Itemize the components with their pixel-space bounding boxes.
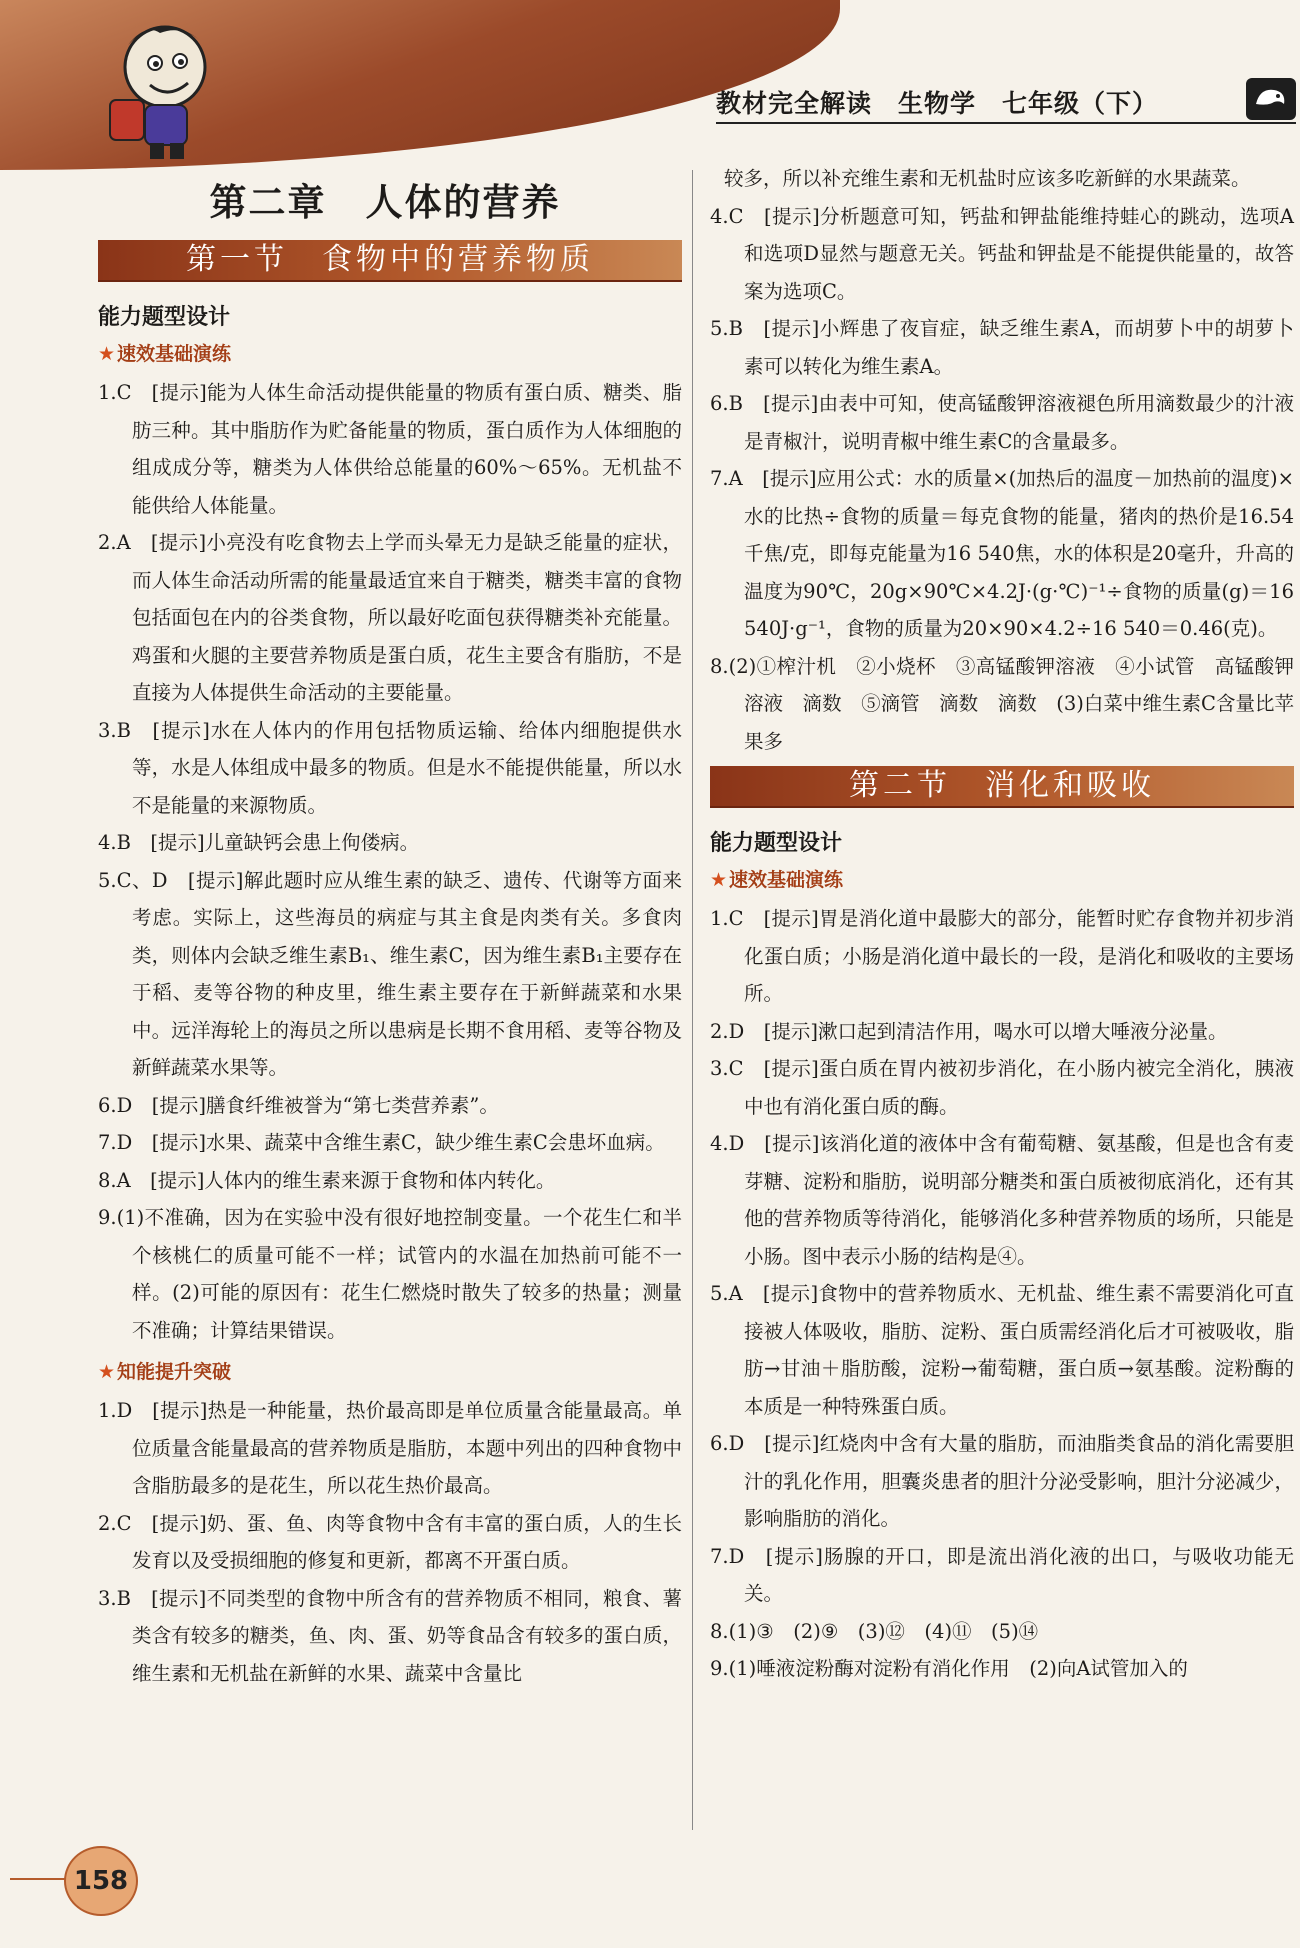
answer-item: 2.D [提示]漱口起到清洁作用，喝水可以增大唾液分泌量。 <box>710 1019 1228 1043</box>
answer-item: 1.C [提示]能为人体生命活动提供能量的物质有蛋白质、糖类、脂肪三种。其中脂肪作为贮备能量的物质，蛋白质作为人体细胞的组成成分等，糖类为人体供给总能量的60%～65%。无机盐不能供给人体能量。 <box>98 381 682 517</box>
answer-item: 8.(2)①榨汁机 ②小烧杯 ③高锰酸钾溶液 ④小试管 高锰酸钾溶液 滴数 ⑤滴管 滴数 滴数 (3)白菜中维生素C含量比苹果多 <box>710 654 1294 753</box>
column-divider <box>692 170 693 1830</box>
star-icon: ★ <box>710 869 728 891</box>
answer-item: 9.(1)不准确，因为在实验中没有很好地控制变量。一个花生仁和半个核桃仁的质量可能不一样；试管内的水温在加热前可能不一样。(2)可能的原因有：花生仁燃烧时散失了较多的热量；测量不准确；计算结果错误。 <box>98 1206 682 1342</box>
basic-practice-label: ★ 速效基础演练 <box>710 869 844 891</box>
chapter-title: 第二章 人体的营养 <box>209 181 561 224</box>
answer-item: 2.C [提示]奶、蛋、鱼、肉等食物中含有丰富的蛋白质，人的生长发育以及受损细胞的修复和更新，都离不开蛋白质。 <box>98 1511 682 1572</box>
answer-item: 5.C、D [提示]解此题时应从维生素的缺乏、遗传、代谢等方面来考虑。实际上，这些海员的病症与其主食是肉类有关。多食肉类，则体内会缺乏维生素B₁、维生素C，因为维生素B₁主要存在于稻、麦等谷物的种皮里，维生素主要存在于新鲜蔬菜和水果中。远洋海轮上的海员之所以患病是长期不食用稻、麦等谷物及新鲜蔬菜水果等。 <box>98 868 682 1079</box>
ability-design-label: 能力题型设计 <box>98 305 231 330</box>
answer-item: 3.B [提示]水在人体内的作用包括物质运输、给体内细胞提供水等，水是人体组成中最多的物质。但是水不能提供能量，所以水不是能量的来源物质。 <box>98 718 682 817</box>
ability-design-label: 能力题型设计 <box>710 831 843 856</box>
publisher-logo-icon <box>1246 78 1296 120</box>
answer-item: 5.A [提示]食物中的营养物质水、无机盐、维生素不需要消化可直接被人体吸收，脂肪、淀粉、蛋白质需经消化后才可被吸收，脂肪→甘油＋脂肪酸，淀粉→葡萄糖，蛋白质→氨基酸。淀粉酶的本质是一种特殊蛋白质。 <box>710 1282 1294 1418</box>
mascot-illustration <box>10 5 250 165</box>
answer-item: 6.D [提示]红烧肉中含有大量的脂肪，而油脂类食品的消化需要胆汁的乳化作用，胆囊炎患者的胆汁分泌受影响，胆汁分泌减少，影响脂肪的消化。 <box>710 1432 1294 1530</box>
answer-item: 1.D [提示]热是一种能量，热价最高即是单位质量含能量最高。单位质量含能量最高的营养物质是脂肪，本题中列出的四种食物中含脂肪最多的是花生，所以花生热价最高。 <box>98 1399 682 1497</box>
answer-item: 8.A [提示]人体内的维生素来源于食物和体内转化。 <box>98 1168 556 1192</box>
star-icon: ★ <box>98 343 116 365</box>
star-icon: ★ <box>98 1361 116 1383</box>
answer-item: 6.B [提示]由表中可知，使高锰酸钾溶液褪色所用滴数最少的汁液是青椒汁，说明青椒中维生素C的含量最多。 <box>710 392 1294 453</box>
page-number: 158 <box>64 1846 138 1916</box>
answer-item: 8.(1)③ (2)⑨ (3)⑫ (4)⑪ (5)⑭ <box>710 1619 1039 1643</box>
answer-item: 3.B [提示]不同类型的食物中所含有的营养物质不相同，粮食、薯类含有较多的糖类，鱼、肉、蛋、奶等食品含有较多的蛋白质，维生素和无机盐在新鲜的水果、蔬菜中含量比 <box>98 1586 682 1685</box>
answer-item: 9.(1)唾液淀粉酶对淀粉有消化作用 (2)向A试管加入的 <box>710 1657 1188 1680</box>
section-1-title: 第一节 食物中的营养物质 <box>98 240 682 280</box>
basic-practice-label: ★ 速效基础演练 <box>98 343 232 365</box>
advance-practice-label: ★ 知能提升突破 <box>98 1361 232 1383</box>
section-2-title: 第二节 消化和吸收 <box>710 766 1294 806</box>
answer-item: 1.C [提示]胃是消化道中最膨大的部分，能暂时贮存食物并初步消化蛋白质；小肠是消化道中最长的一段，是消化和吸收的主要场所。 <box>710 907 1294 1005</box>
right-column <box>700 160 1294 1688</box>
running-header <box>716 82 1296 124</box>
answer-continuation: 较多，所以补充维生素和无机盐时应该多吃新鲜的水果蔬菜。 <box>724 167 1251 190</box>
page-number-line <box>10 1878 70 1880</box>
answer-item: 3.C [提示]蛋白质在胃内被初步消化，在小肠内被完全消化，胰液中也有消化蛋白质的酶。 <box>710 1057 1294 1118</box>
answer-item: 4.B [提示]儿童缺钙会患上佝偻病。 <box>98 831 420 854</box>
answer-item: 6.D [提示]膳食纤维被誉为“第七类营养素”。 <box>98 1093 499 1117</box>
answer-item: 4.D [提示]该消化道的液体中含有葡萄糖、氨基酸，但是也含有麦芽糖、淀粉和脂肪，说明部分糖类和蛋白质被彻底消化，还有其他的营养物质等待消化，能够消化多种营养物质的场所，只能是小肠。图中表示小肠的结构是④。 <box>710 1132 1294 1268</box>
answer-item: 7.A [提示]应用公式：水的质量×(加热后的温度－加热前的温度)×水的比热÷食物的质量＝每克食物的能量，猪肉的热价是16.54千焦/克，即每克能量为16 540焦，水的体积是20毫升，升高的温度为90℃，20g×90℃×4.2J·(g·℃)⁻¹÷食物的质量(g)＝16 540J·g⁻¹，食物的质量为20×90×4.2÷16 540＝0.46(克)。 <box>710 467 1294 640</box>
book-title: 教材完全解读 生物学 七年级（下） <box>716 89 1159 118</box>
answer-item: 2.A [提示]小亮没有吃食物去上学而头晕无力是缺乏能量的症状，而人体生命活动所需的能量最适宜来自于糖类，糖类丰富的食物包括面包在内的谷类食物，所以最好吃面包获得糖类补充能量。鸡蛋和火腿的主要营养物质是蛋白质，花生主要含有脂肪，不是直接为人体提供生命活动的主要能量。 <box>98 531 682 704</box>
answer-item: 7.D [提示]肠腺的开口，即是流出消化液的出口，与吸收功能无关。 <box>710 1544 1294 1605</box>
answer-item: 5.B [提示]小辉患了夜盲症，缺乏维生素A，而胡萝卜中的胡萝卜素可以转化为维生素A。 <box>710 317 1294 378</box>
answer-item: 4.C [提示]分析题意可知，钙盐和钾盐能维持蛙心的跳动，选项A和选项D显然与题意无关。钙盐和钾盐是不能提供能量的，故答案为选项C。 <box>710 204 1294 303</box>
answer-item: 7.D [提示]水果、蔬菜中含维生素C，缺少维生素C会患坏血病。 <box>98 1131 665 1154</box>
left-column <box>88 168 682 1692</box>
